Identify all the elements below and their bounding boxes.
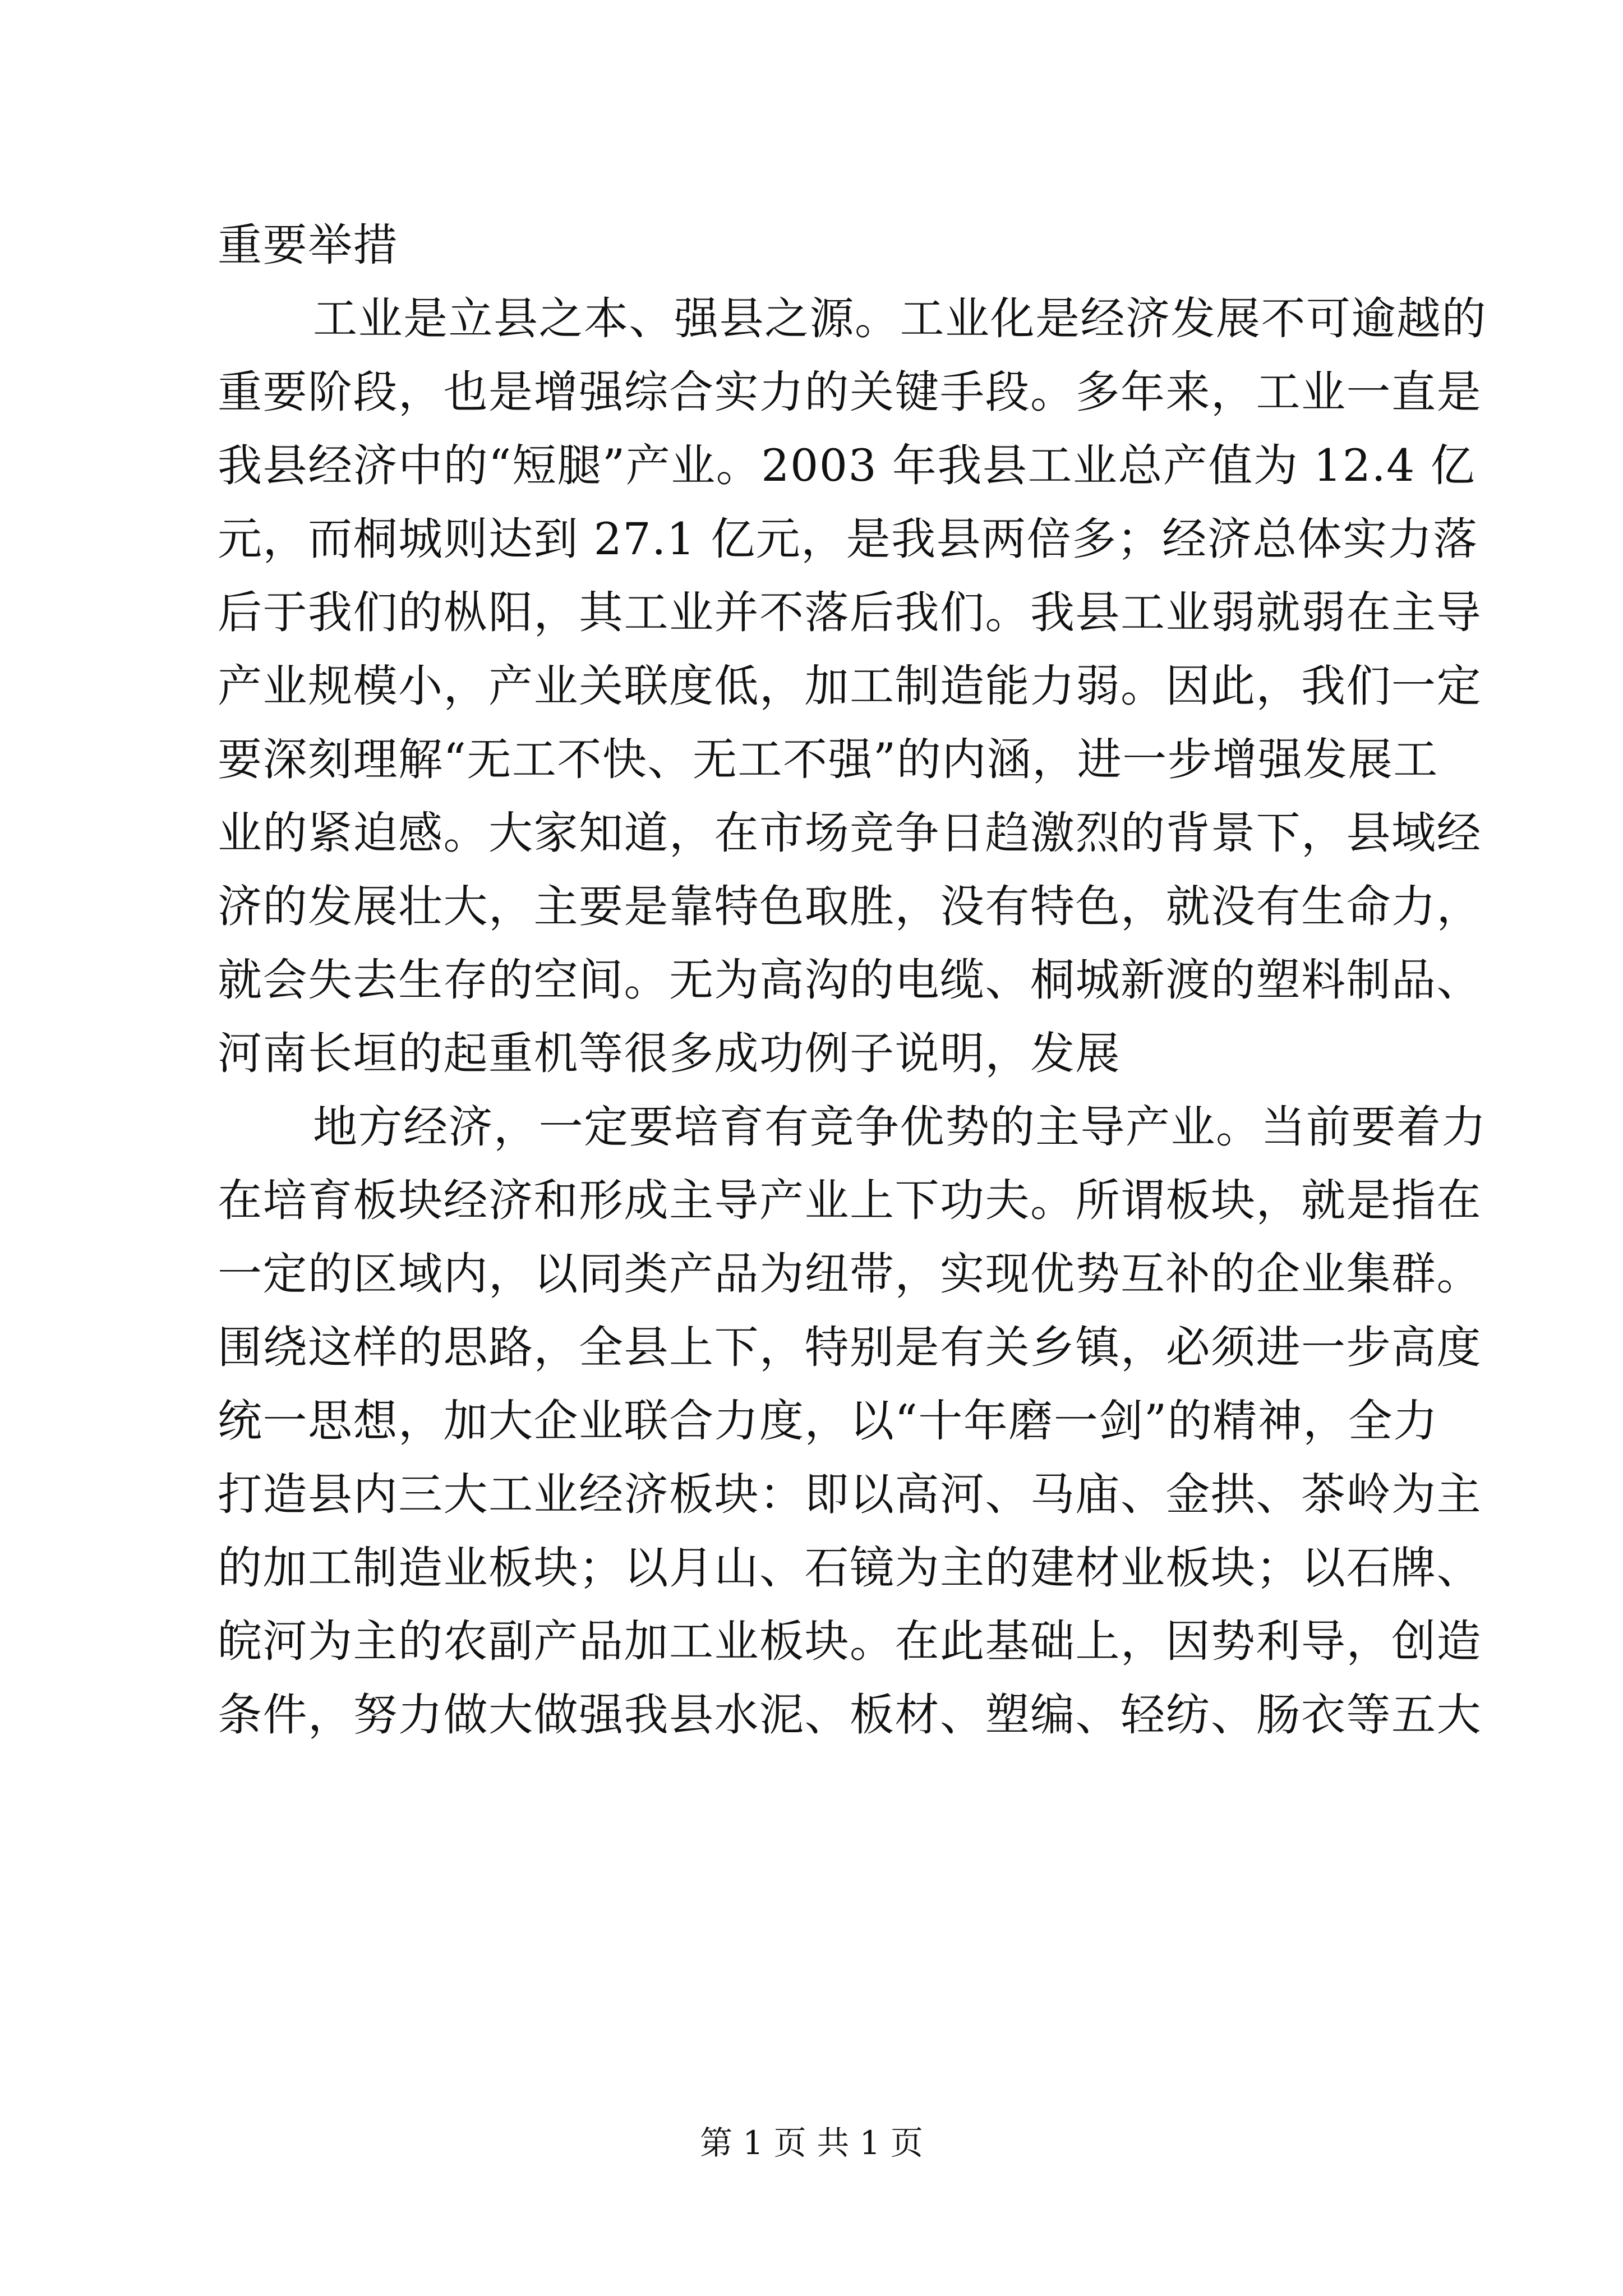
text-line: 打造县内三大工业经济板块：即以高河、马庙、金拱、茶岭为主 (218, 1469, 1482, 1520)
text-line: 重要举措 (218, 219, 398, 271)
text-line: 河南长垣的起重机等很多成功例子说明，发展 (218, 1028, 1121, 1079)
text-line: 元，而桐城则达到 27.1 亿元，是我县两倍多；经济总体实力落 (218, 513, 1478, 565)
text-line: 产业规模小，产业关联度低，加工制造能力弱。因此，我们一定 (218, 660, 1482, 712)
text-line: 要深刻理解“无工不快、无工不强”的内涵，进一步增强发展工 (218, 734, 1438, 785)
text-line: 后于我们的枞阳，其工业并不落后我们。我县工业弱就弱在主导 (218, 587, 1482, 638)
text-line: 就会失去生存的空间。无为高沟的电缆、桐城新渡的塑料制品、 (218, 954, 1482, 1006)
text-line: 的加工制造业板块；以月山、石镜为主的建材业板块；以石牌、 (218, 1542, 1482, 1594)
document-body (218, 209, 1487, 1752)
text-line: 统一思想，加大企业联合力度，以“十年磨一剑”的精神，全力 (218, 1395, 1438, 1447)
text-line: 皖河为主的农副产品加工业板块。在此基础上，因势利导，创造 (218, 1616, 1482, 1667)
text-line: 我县经济中的“短腿”产业。2003 年我县工业总产值为 12.4 亿 (218, 440, 1476, 491)
text-line: 一定的区域内，以同类产品为纽带，实现优势互补的企业集群。 (218, 1248, 1482, 1300)
text-line: 在培育板块经济和形成主导产业上下功夫。所谓板块，就是指在 (218, 1175, 1482, 1226)
page-footer: 第 1 页 共 1 页 (700, 2124, 923, 2162)
text-line: 济的发展壮大，主要是靠特色取胜，没有特色，就没有生命力， (218, 881, 1482, 932)
text-line: 业的紧迫感。大家知道，在市场竞争日趋激烈的背景下，县域经 (218, 807, 1482, 859)
text-line: 围绕这样的思路，全县上下，特别是有关乡镇，必须进一步高度 (218, 1322, 1482, 1373)
text-line: 地方经济，一定要培育有竞争优势的主导产业。当前要着力 (313, 1101, 1487, 1153)
text-line: 条件，努力做大做强我县水泥、板材、塑编、轻纺、肠衣等五大 (218, 1689, 1482, 1741)
text-line: 工业是立县之本、强县之源。工业化是经济发展不可逾越的 (313, 293, 1487, 344)
text-line: 重要阶段，也是增强综合实力的关键手段。多年来，工业一直是 (218, 366, 1482, 418)
